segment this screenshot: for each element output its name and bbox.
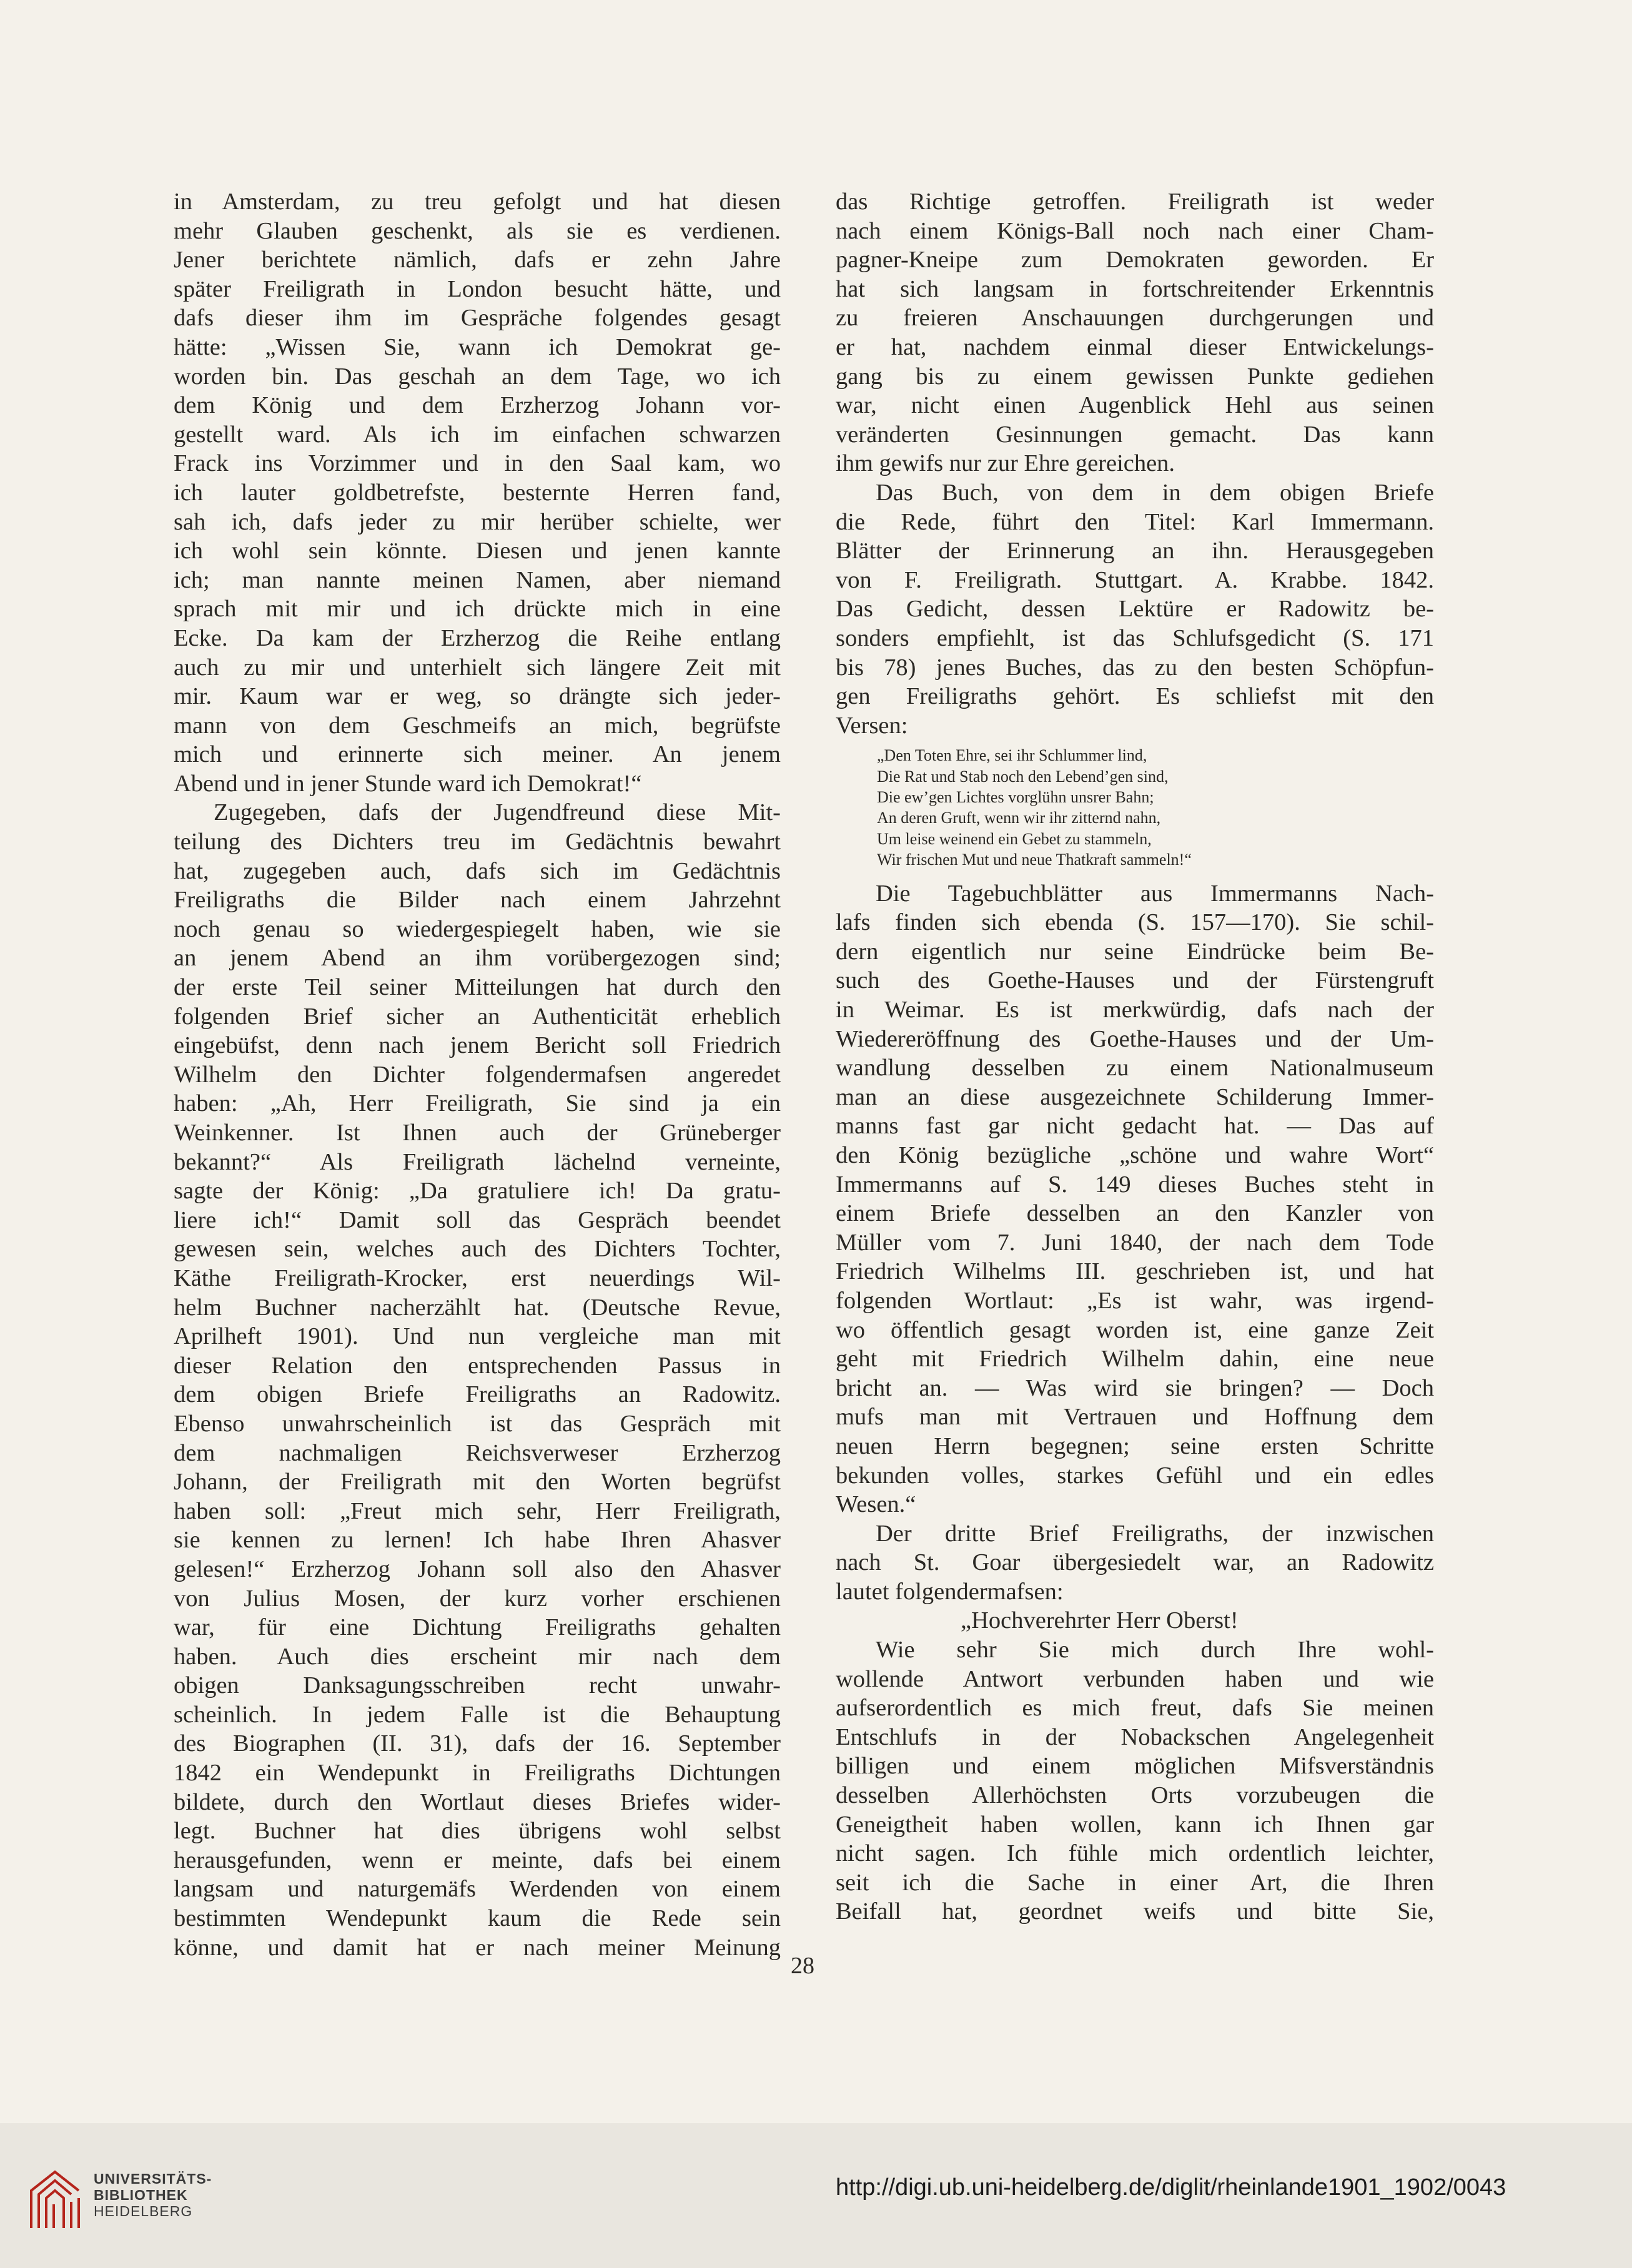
- text-line: Käthe Freiligrath-Krocker, erst neuerdings Wil-: [174, 1265, 781, 1291]
- text-line: gang bis zu einem gewissen Punkte gediehen: [836, 363, 1434, 390]
- text-line: Müller vom 7. Juni 1840, der nach dem Tode: [836, 1229, 1434, 1256]
- poem-line: Die Rat und Stab noch den Lebend’gen sind,: [877, 767, 1169, 786]
- text-line: hat, zugegeben auch, dafs sich im Gedächtnis: [174, 857, 781, 884]
- text-line: worden bin. Das geschah an dem Tage, wo ich: [174, 363, 781, 390]
- text-line: von F. Freiligrath. Stuttgart. A. Krabbe. 1842.: [836, 566, 1434, 593]
- letter-line: billigen und einem möglichen Mifsverständnis: [836, 1753, 1434, 1780]
- text-line: sagte der König: „Da gratuliere ich! Da gratu-: [174, 1178, 781, 1205]
- text-line: zu freieren Anschauungen durchgerungen und: [836, 305, 1434, 332]
- text-line: sonders empfiehlt, ist das Schlufsgedicht (S. 171: [836, 624, 1434, 651]
- text-line: den König bezügliche „schöne und wahre Wort“: [836, 1141, 1434, 1168]
- text-line: war, für eine Dichtung Freiligraths gehalten: [174, 1614, 781, 1641]
- text-line: von Julius Mosen, der kurz vorher erschienen: [174, 1585, 781, 1612]
- text-line: in Weimar. Es ist merkwürdig, dafs nach der: [836, 997, 1434, 1023]
- text-line: mufs man mit Vertrauen und Hoffnung dem: [836, 1404, 1434, 1431]
- text-line: Aprilheft 1901). Und nun vergleiche man mit: [174, 1323, 781, 1350]
- letter-salutation: „Hochverehrter Herr Oberst!: [961, 1607, 1239, 1634]
- text-line: hätte: „Wissen Sie, wann ich Demokrat ge-: [174, 333, 781, 360]
- text-line: Weinkenner. Ist Ihnen auch der Grüneberger: [174, 1120, 781, 1146]
- page-number: 28: [791, 1953, 814, 1979]
- letter-body: [836, 1635, 1434, 1926]
- text-line: scheinlich. In jedem Falle ist die Behauptung: [174, 1701, 781, 1728]
- text-line: Das Gedicht, dessen Lektüre er Radowitz be-: [836, 596, 1434, 623]
- text-line: in Amsterdam, zu treu gefolgt und hat diesen: [174, 189, 781, 215]
- poem-line: Die ew’gen Lichtes vorglühn unsrer Bahn;: [877, 788, 1154, 807]
- text-line: war, nicht einen Augenblick Hehl aus seinen: [836, 392, 1434, 419]
- text-line: dern eigentlich nur seine Eindrücke beim Be-: [836, 938, 1434, 965]
- text-line: folgenden Brief sicher an Authenticität erheblich: [174, 1003, 781, 1030]
- text-line: haben soll: „Freut mich sehr, Herr Freiligrath,: [174, 1497, 781, 1524]
- text-line: bestimmten Wendepunkt kaum die Rede sein: [174, 1905, 781, 1932]
- text-line: einem Briefe desselben an den Kanzler von: [836, 1200, 1434, 1227]
- text-line: sprach mit mir und ich drückte mich in eine: [174, 596, 781, 623]
- text-line: 1842 ein Wendepunkt in Freiligraths Dichtungen: [174, 1760, 781, 1787]
- text-line: gestellt ward. Als ich im einfachen schwarzen: [174, 421, 781, 448]
- text-line: mehr Glauben geschenkt, als sie es verdienen.: [174, 217, 781, 244]
- text-line: wo öffentlich gesagt worden ist, eine ganze Zeit: [836, 1316, 1434, 1343]
- text-line: gelesen!“ Erzherzog Johann soll also den Ahasver: [174, 1556, 781, 1582]
- library-logo-icon: [25, 2166, 85, 2236]
- text-line: pagner-Kneipe zum Demokraten geworden. Er: [836, 247, 1434, 274]
- text-line: bis 78) jenes Buches, das zu den besten Schöpfun-: [836, 654, 1434, 681]
- text-line: der erste Teil seiner Mitteilungen hat durch den: [174, 974, 781, 1001]
- library-name: [94, 2171, 212, 2219]
- letter-line: Beifall hat, geordnet weifs und bitte Sie,: [836, 1898, 1434, 1925]
- text-line: Der dritte Brief Freiligraths, der inzwischen: [876, 1520, 1434, 1547]
- library-name-line2: BIBLIOTHEK: [94, 2187, 188, 2203]
- text-line: liere ich!“ Damit soll das Gespräch beendet: [174, 1206, 781, 1233]
- text-line: ich wohl sein könnte. Diesen und jenen kannte: [174, 538, 781, 565]
- text-line: Wiedereröffnung des Goethe-Hauses und der Um-: [836, 1025, 1434, 1052]
- text-line: teilung des Dichters treu im Gedächtnis bewahrt: [174, 829, 781, 855]
- text-line: Ecke. Da kam der Erzherzog die Reihe entlang: [174, 624, 781, 651]
- text-line: mann von dem Geschmeifs an mich, begrüfste: [174, 712, 781, 739]
- text-line: gewesen sein, welches auch des Dichters Tochter,: [174, 1236, 781, 1263]
- text-line: Friedrich Wilhelms III. geschrieben ist, und hat: [836, 1258, 1434, 1285]
- text-line: dem obigen Briefe Freiligraths an Radowitz.: [174, 1381, 781, 1408]
- text-line: hat sich langsam in fortschreitender Erkenntnis: [836, 275, 1434, 302]
- text-line: such des Goethe-Hauses und der Fürstengruft: [836, 967, 1434, 994]
- letter-line: desselben Allerhöchsten Orts vorzubeugen die: [836, 1782, 1434, 1809]
- text-line: das Richtige getroffen. Freiligrath ist weder: [836, 189, 1434, 215]
- source-url[interactable]: http://digi.ub.uni-heidelberg.de/diglit/rheinlande1901_1902/0043: [836, 2174, 1506, 2201]
- letter-line: aufserordentlich es mich freut, dafs Sie meinen: [836, 1695, 1434, 1722]
- text-line: die Rede, führt den Titel: Karl Immermann.: [836, 508, 1434, 535]
- library-name-line3: HEIDELBERG: [94, 2203, 193, 2219]
- text-line: Immermanns auf S. 149 dieses Buches steht in: [836, 1171, 1434, 1198]
- text-line: Die Tagebuchblätter aus Immermanns Nach-: [876, 880, 1434, 907]
- text-line: legt. Buchner hat dies übrigens wohl selbst: [174, 1818, 781, 1845]
- letter-line: Entschlufs in der Nobackschen Angelegenheit: [836, 1723, 1434, 1750]
- right-column-part-a: [836, 187, 1434, 740]
- text-line: dem König und dem Erzherzog Johann vor-: [174, 392, 781, 419]
- text-line: man an diese ausgezeichnete Schilderung Immer-: [836, 1083, 1434, 1110]
- text-line: ihm gewifs nur zur Ehre gereichen.: [836, 450, 1175, 477]
- text-line: dem nachmaligen Reichsverweser Erzherzog: [174, 1439, 781, 1466]
- poem-line: An deren Gruft, wenn wir ihr zitternd nahn,: [877, 809, 1161, 827]
- text-line: bekannt?“ Als Freiligrath lächelnd verneinte,: [174, 1148, 781, 1175]
- text-line: wandlung desselben zu einem Nationalmuseum: [836, 1055, 1434, 1082]
- text-line: haben: „Ah, Herr Freiligrath, Sie sind ja ein: [174, 1090, 781, 1117]
- text-line: Ebenso unwahrscheinlich ist das Gespräch mit: [174, 1410, 781, 1437]
- text-line: sah ich, dafs jeder zu mir herüber schielte, wer: [174, 508, 781, 535]
- poem-line: „Den Toten Ehre, sei ihr Schlummer lind,: [877, 746, 1147, 765]
- letter-line: nicht sagen. Ich fühle mich ordentlich leichter,: [836, 1840, 1434, 1867]
- text-line: Wilhelm den Dichter folgendermafsen angeredet: [174, 1061, 781, 1088]
- text-line: herausgefunden, wenn er meinte, dafs bei einem: [174, 1846, 781, 1873]
- text-line: Zugegeben, dafs der Jugendfreund diese Mit-: [214, 799, 781, 826]
- text-line: bildete, durch den Wortlaut dieses Briefes wider-: [174, 1788, 781, 1815]
- text-line: mir. Kaum war er weg, so drängte sich jeder-: [174, 683, 781, 710]
- poem-quote: [836, 745, 1434, 870]
- text-line: nach St. Goar übergesiedelt war, an Radowitz: [836, 1549, 1434, 1576]
- right-column: [836, 187, 1434, 1926]
- text-line: noch genau so wiedergespiegelt haben, wie sie: [174, 915, 781, 942]
- text-line: Blätter der Erinnerung an ihn. Herausgegeben: [836, 538, 1434, 565]
- text-line: geht mit Friedrich Wilhelm dahin, eine neue: [836, 1346, 1434, 1373]
- text-line: auch zu mir und unterhielt sich längere Zeit mit: [174, 654, 781, 681]
- text-line: Jener berichtete nämlich, dafs er zehn Jahre: [174, 247, 781, 274]
- text-line: folgenden Wortlaut: „Es ist wahr, was irgend-: [836, 1287, 1434, 1314]
- text-line: mich und erinnerte sich meiner. An jenem: [174, 741, 781, 768]
- text-line: Versen:: [836, 712, 908, 739]
- text-line: dafs dieser ihm im Gespräche folgendes gesagt: [174, 305, 781, 332]
- text-line: später Freiligrath in London besucht hätte, und: [174, 275, 781, 302]
- text-line: an jenem Abend an ihm vorübergezogen sind;: [174, 945, 781, 972]
- text-line: dieser Relation den entsprechenden Passus in: [174, 1352, 781, 1379]
- text-line: ich; man nannte meinen Namen, aber niemand: [174, 566, 781, 593]
- text-line: sie kennen zu lernen! Ich habe Ihren Ahasver: [174, 1527, 781, 1554]
- right-column-part-b: [836, 879, 1434, 1607]
- text-line: Johann, der Freiligrath mit den Worten begrüfst: [174, 1469, 781, 1496]
- text-line: obigen Danksagungsschreiben recht unwahr-: [174, 1672, 781, 1699]
- letter-line: wollende Antwort verbunden haben und wie: [836, 1665, 1434, 1692]
- text-line: bricht an. — Was wird sie bringen? — Doch: [836, 1374, 1434, 1401]
- letter-line: Wie sehr Sie mich durch Ihre wohl-: [876, 1637, 1434, 1664]
- left-column: [174, 187, 781, 1962]
- text-line: haben. Auch dies erscheint mir nach dem: [174, 1643, 781, 1670]
- letter-line: seit ich die Sache in einer Art, die Ihren: [836, 1869, 1434, 1896]
- text-line: nach einem Königs-Ball noch nach einer Cham-: [836, 217, 1434, 244]
- text-line: eingebüfst, denn nach jenem Bericht soll Friedrich: [174, 1032, 781, 1059]
- text-line: veränderten Gesinnungen gemacht. Das kann: [836, 421, 1434, 448]
- letter-line: Geneigtheit haben wollen, kann ich Ihnen gar: [836, 1811, 1434, 1838]
- text-line: neuen Herrn begegnen; seine ersten Schritte: [836, 1432, 1434, 1459]
- poem-line: Wir frischen Mut und neue Thatkraft sammeln!“: [877, 850, 1192, 869]
- text-line: Abend und in jener Stunde ward ich Demokrat!“: [174, 770, 642, 797]
- text-line: ich lauter goldbetrefste, besternte Herren fand,: [174, 479, 781, 506]
- text-line: bekunden volles, starkes Gefühl und ein edles: [836, 1462, 1434, 1489]
- text-line: langsam und naturgemäfs Werdenden von einem: [174, 1876, 781, 1903]
- text-line: er hat, nachdem einmal dieser Entwickelungs-: [836, 333, 1434, 360]
- library-name-line1: UNIVERSITÄTS-: [94, 2171, 212, 2187]
- text-line: könne, und damit hat er nach meiner Meinung: [174, 1934, 781, 1961]
- text-line: gen Freiligraths gehört. Es schliefst mit den: [836, 683, 1434, 710]
- poem-line: Um leise weinend ein Gebet zu stammeln,: [877, 829, 1152, 848]
- text-line: manns fast gar nicht gedacht hat. — Das auf: [836, 1113, 1434, 1140]
- text-line: lafs finden sich ebenda (S. 157—170). Sie schil-: [836, 909, 1434, 936]
- text-line: des Biographen (II. 31), dafs der 16. September: [174, 1730, 781, 1757]
- text-line: Freiligraths die Bilder nach einem Jahrzehnt: [174, 887, 781, 914]
- text-line: helm Buchner nacherzählt hat. (Deutsche Revue,: [174, 1294, 781, 1321]
- text-line: Das Buch, von dem in dem obigen Briefe: [876, 479, 1434, 506]
- text-line: lautet folgendermafsen:: [836, 1578, 1064, 1605]
- text-line: Wesen.“: [836, 1491, 916, 1518]
- text-line: Frack ins Vorzimmer und in den Saal kam, wo: [174, 450, 781, 477]
